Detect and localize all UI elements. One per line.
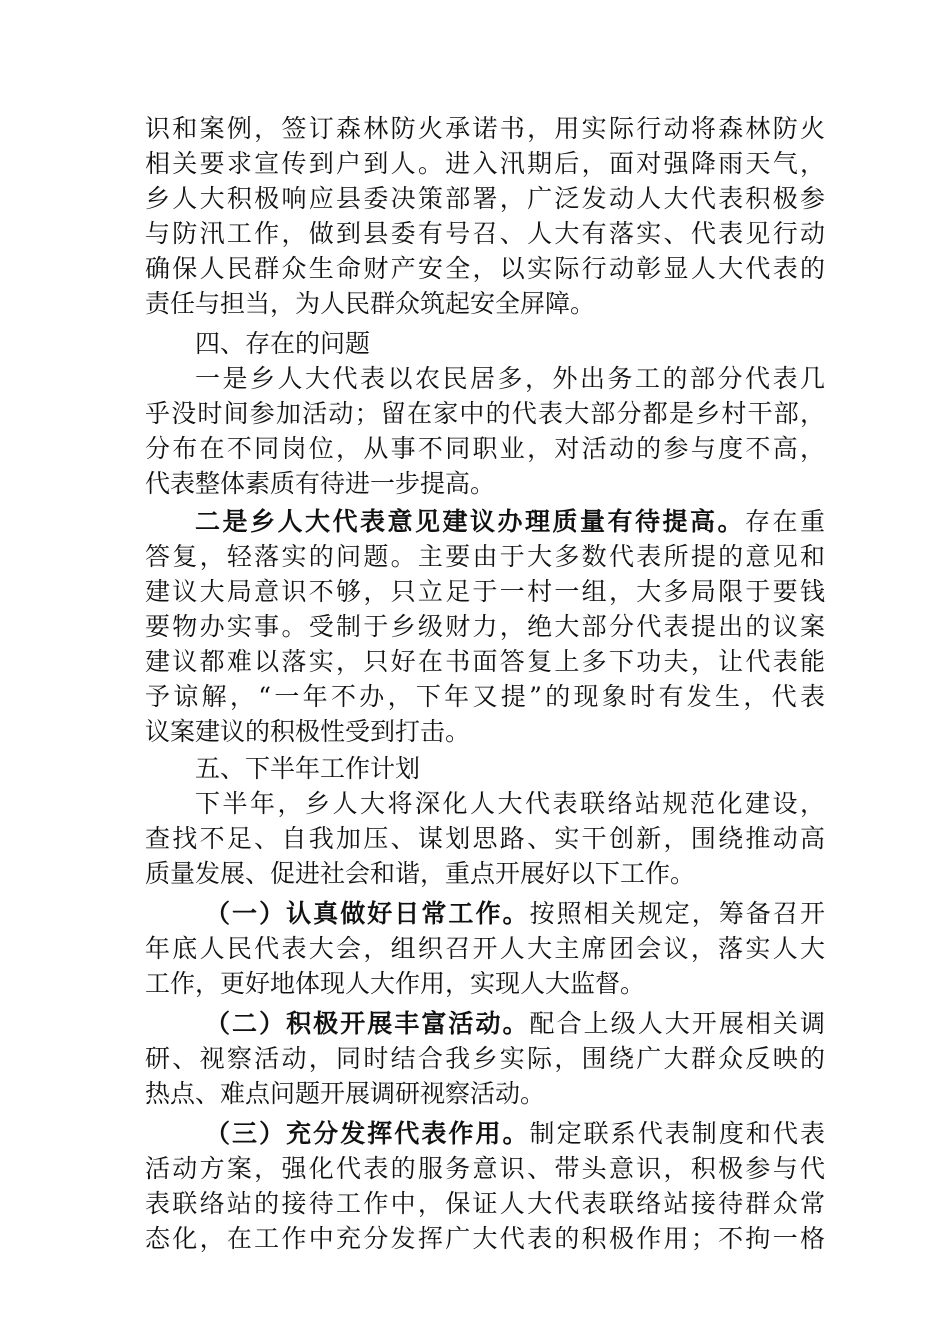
paragraph-line: 年底人民代表大会，组织召开人大主席团会议，落实人大 (145, 934, 825, 963)
section-heading: 四、存在的问题 (195, 329, 371, 358)
paragraph-line: 活动方案，强化代表的服务意识、带头意识，积极参与代 (145, 1154, 825, 1183)
list-item-text: 制定联系代表制度和代表 (529, 1119, 825, 1148)
list-item-line (205, 1007, 825, 1041)
section-heading: 五、下半年工作计划 (195, 754, 421, 783)
list-item-line (205, 897, 825, 931)
paragraph-lead-bold: 二是乡人大代表意见建议办理质量有待提高。 (195, 507, 745, 536)
paragraph-line: 乡人大积极响应县委决策部署，广泛发动人大代表积极参 (145, 184, 825, 213)
paragraph-line: 与防汛工作，做到县委有号召、人大有落实、代表见行动 (145, 219, 825, 248)
paragraph-line: 予谅解，“一年不办，下年又提”的现象时有发生，代表 (145, 682, 825, 711)
paragraph-line: 一是乡人大代表以农民居多，外出务工的部分代表几 (195, 364, 825, 393)
paragraph-line: 要物办实事。受制于乡级财力，绝大部分代表提出的议案 (145, 612, 825, 641)
paragraph-line: 分布在不同岗位，从事不同职业，对活动的参与度不高， (145, 434, 825, 463)
paragraph-line (195, 505, 825, 539)
paragraph-line: 建议都难以落实，只好在书面答复上多下功夫，让代表能 (145, 647, 825, 676)
paragraph-line: 热点、难点问题开展调研视察活动。 (145, 1079, 546, 1108)
paragraph-line: 建议大局意识不够，只立足于一村一组，大多局限于要钱 (145, 577, 825, 606)
paragraph-text-alt: 性受到打击。 (320, 717, 471, 746)
paragraph-line: 查找不足、自我加压、谋划思路、实干创新，围绕推动高 (145, 824, 825, 853)
paragraph-line: 确保人民群众生命财产安全，以实际行动彰显人大代表的 (145, 254, 825, 283)
paragraph-line: 答复，轻落实的问题。主要由于大多数代表所提的意见和 (145, 542, 825, 571)
paragraph-line: 工作，更好地体现人大作用，实现人大监督。 (145, 969, 646, 998)
paragraph-lead-rest: 存在重 (744, 507, 825, 536)
paragraph-line: 代表整体素质有待进一步提高。 (145, 469, 496, 498)
paragraph-line (145, 715, 825, 749)
list-item-title: （一）认真做好日常工作。 (205, 899, 530, 928)
list-item-text: 配合上级人大开展相关调 (529, 1009, 825, 1038)
list-item-title: （二）积极开展丰富活动。 (205, 1009, 530, 1038)
list-item-line (205, 1117, 825, 1151)
paragraph-line: 相关要求宣传到户到人。进入汛期后，面对强降雨天气， (145, 149, 825, 178)
paragraph-line: 态化，在工作中充分发挥广大代表的积极作用；不拘一格 (145, 1224, 825, 1253)
paragraph-line: 质量发展、促进社会和谐，重点开展好以下工作。 (145, 859, 696, 888)
paragraph-line: 下半年，乡人大将深化人大代表联络站规范化建设， (195, 789, 825, 818)
paragraph-text: 议案建议的积极 (145, 717, 321, 746)
paragraph-line: 乎没时间参加活动；留在家中的代表大部分都是乡村干部， (145, 399, 825, 428)
paragraph-line: 研、视察活动，同时结合我乡实际，围绕广大群众反映的 (145, 1044, 825, 1073)
paragraph-line: 表联络站的接待工作中，保证人大代表联络站接待群众常 (145, 1189, 825, 1218)
paragraph-line: 责任与担当，为人民群众筑起安全屏障。 (145, 289, 596, 318)
list-item-text: 按照相关规定，筹备召开 (529, 899, 825, 928)
paragraph-line: 识和案例，签订森林防火承诺书，用实际行动将森林防火 (145, 114, 825, 143)
list-item-title: （三）充分发挥代表作用。 (205, 1119, 530, 1148)
